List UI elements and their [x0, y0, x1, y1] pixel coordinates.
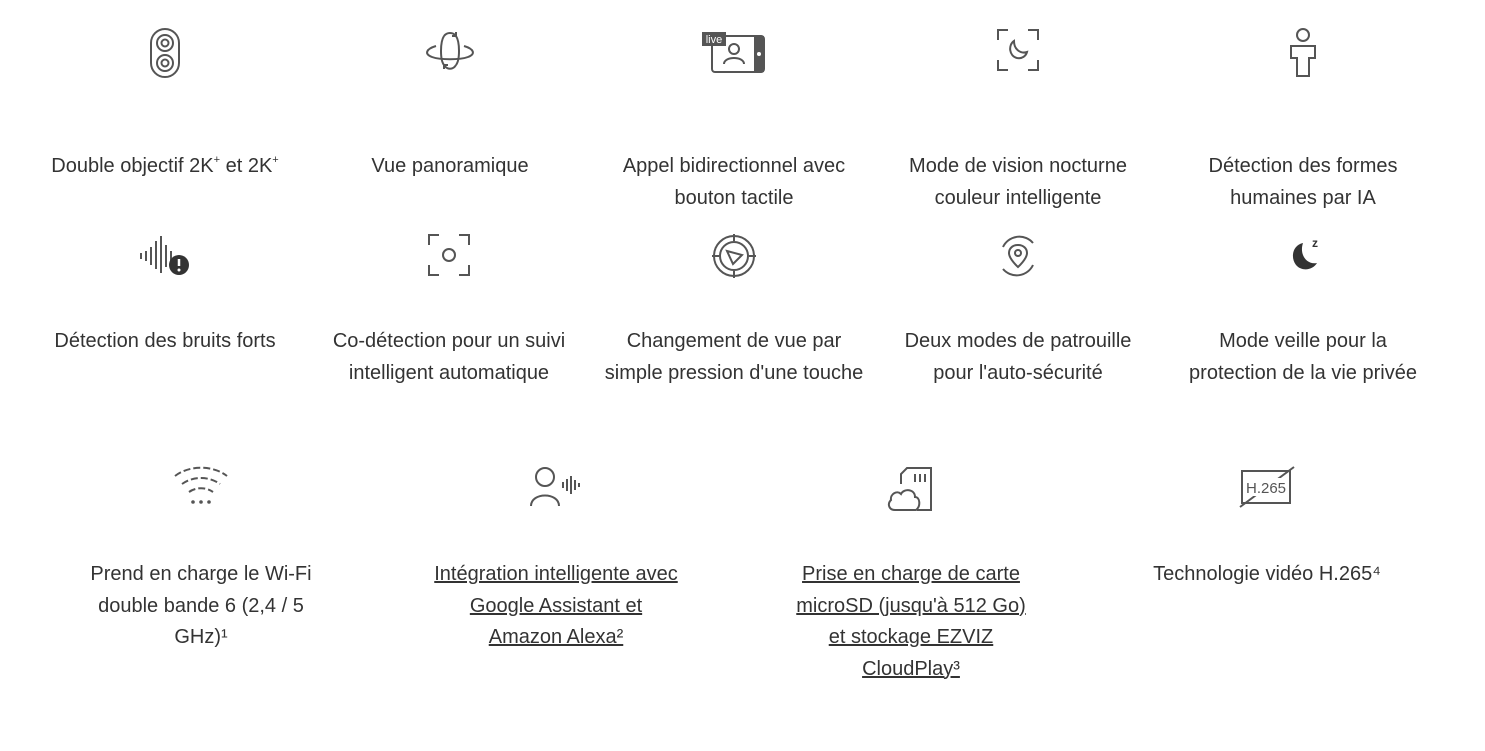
feature-label: Double objectif 2K+ et 2K+: [51, 154, 279, 177]
feature-loud-noise: [30, 233, 300, 403]
h265-badge-text: H.265: [1245, 480, 1287, 497]
feature-label: Changement de vue par simple pression d'une touche: [604, 330, 864, 384]
feature-wifi: [76, 466, 326, 666]
night-vision-icon: [996, 28, 1040, 72]
feature-human-detection: [1178, 28, 1428, 209]
feature-patrol: [888, 233, 1148, 403]
feature-label: Détection des formes humaines par IA: [1208, 155, 1398, 209]
feature-dual-lens: [30, 28, 300, 188]
live-badge: live: [705, 34, 723, 46]
feature-label: Technologie vidéo H.265⁴: [1153, 563, 1381, 585]
loud-noise-icon: [139, 233, 191, 275]
feature-label: Mode veille pour la protection de la vie privée: [1189, 330, 1417, 384]
microsd-cloud-link[interactable]: Prise en charge de carte microSD (jusqu'à 512 Go) et stockage EZVIZ CloudPlay³: [796, 563, 1026, 680]
feature-label: Mode de vision nocturne couleur intelligente: [909, 155, 1127, 209]
view-switch-icon: [711, 233, 757, 279]
sleep-z-glyph: z: [1312, 236, 1318, 250]
h265-icon: [1239, 466, 1295, 508]
feature-panoramic-view: [330, 28, 570, 188]
feature-two-way-call: [604, 28, 864, 209]
feature-label: Détection des bruits forts: [54, 330, 276, 352]
feature-sleep-mode: [1178, 233, 1428, 403]
voice-assistant-icon: [529, 466, 583, 508]
two-way-call-icon: [702, 28, 766, 76]
feature-co-detection: [315, 233, 583, 403]
feature-view-switch: [604, 233, 864, 433]
panoramic-view-icon: [422, 28, 478, 76]
wifi-icon: [173, 466, 229, 506]
feature-h265: [1142, 466, 1392, 666]
dual-lens-icon: [149, 28, 181, 78]
feature-label: Prend en charge le Wi-Fi double bande 6 (2,4 / 5 GHz)¹: [90, 563, 312, 648]
feature-label: Deux modes de patrouille pour l'auto-sécurité: [904, 330, 1132, 384]
feature-voice-assistant: [431, 466, 681, 666]
patrol-icon: [995, 233, 1041, 279]
microsd-cloud-icon: [887, 466, 935, 512]
voice-assistant-link[interactable]: Intégration intelligente avec Google Assistant et Amazon Alexa²: [434, 563, 678, 648]
feature-label: Appel bidirectionnel avec bouton tactile: [622, 155, 846, 209]
feature-label: Co-détection pour un suivi intelligent automatique: [332, 330, 566, 384]
co-detection-icon: [427, 233, 471, 277]
feature-night-vision: [888, 28, 1148, 209]
feature-label: Vue panoramique: [371, 155, 529, 177]
feature-microsd-cloud: [786, 466, 1036, 696]
human-detection-icon: [1289, 28, 1317, 78]
sleep-mode-icon: [1285, 233, 1321, 275]
